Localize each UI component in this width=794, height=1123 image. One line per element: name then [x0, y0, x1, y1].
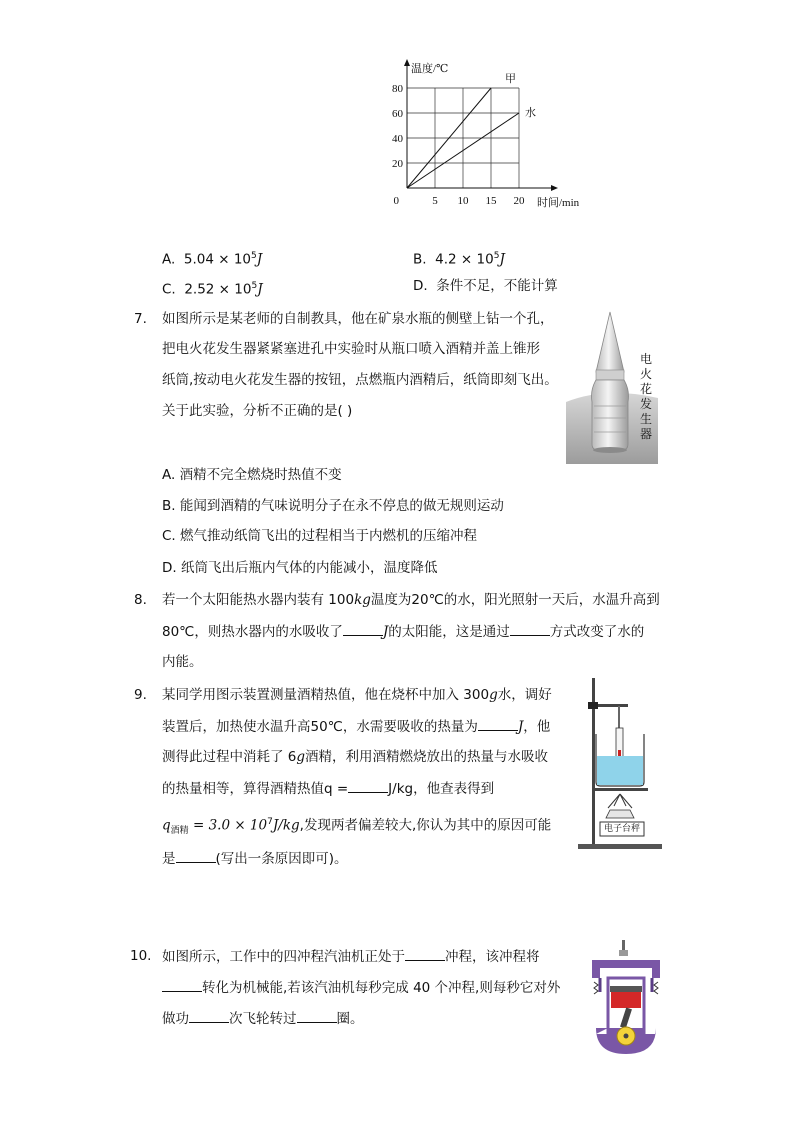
temperature-time-chart	[385, 56, 600, 212]
y-axis-label: 温度/℃	[411, 63, 449, 75]
chart-axes	[404, 59, 558, 191]
q10-blank-3[interactable]	[189, 1008, 229, 1023]
q9-number: 9.	[134, 687, 147, 703]
q10-number: 10.	[130, 948, 152, 964]
q6-option-c[interactable]: C. $2.52 \times 10^5J$	[162, 281, 263, 298]
q9-line-4: 的热量相等，算得酒精热值q = J/kg，他查表得到	[162, 778, 494, 799]
q7-option-b[interactable]: B. 能闻到酒精的气味说明分子在永不停息的做无规则运动	[162, 498, 504, 514]
q9-figure-apparatus	[574, 676, 664, 852]
q7-stem-line-4: 关于此实验，分析不正确的是( )	[162, 403, 353, 419]
q7-stem-line-2: 把电火花发生器紧紧塞进孔中实验时从瓶口喷入酒精并盖上锥形	[162, 341, 540, 357]
chart-grid	[407, 88, 519, 188]
q9-line-6: 是 (写出一条原因即可)。	[162, 848, 348, 869]
q8-line-2: 80℃，则热水器内的水吸收了 J的太阳能，这是通过 方式改变了水的	[162, 621, 644, 642]
origin-label: 0	[393, 195, 399, 207]
four-stroke-engine-illustration	[586, 938, 666, 1056]
q7-figure-bottle	[566, 306, 658, 464]
x-axis-label: 时间/min	[537, 197, 580, 209]
y-tick-label-40: 40	[392, 133, 403, 145]
q9-blank-2[interactable]	[348, 778, 388, 793]
series-label-0: 甲	[505, 73, 516, 85]
q9-line-2: 装置后，加热使水温升高50℃，水需要吸收的热量为 J，他	[162, 716, 550, 737]
q6-option-d[interactable]: D. 条件不足，不能计算	[413, 278, 558, 294]
q7-number: 7.	[134, 311, 147, 327]
spark-generator-label: 电火花发生器	[640, 352, 653, 441]
q10-line-2: 转化为机械能,若该汽油机每秒完成 40 个冲程,则每秒它对外	[162, 977, 560, 998]
q7-option-a[interactable]: A. 酒精不完全燃烧时热值不变	[162, 467, 342, 483]
series-label-1: 水	[525, 107, 536, 119]
q8-line-3: 内能。	[162, 654, 203, 670]
q10-figure-engine	[586, 938, 666, 1056]
y-tick-label-60: 60	[392, 108, 403, 120]
q9-blank-1[interactable]	[478, 716, 518, 731]
q6-option-a[interactable]: A. $5.04 \times 10^5J$	[162, 251, 263, 268]
q7-option-c[interactable]: C. 燃气推动纸筒飞出的过程相当于内燃机的压缩冲程	[162, 528, 478, 544]
q10-line-1: 如图所示，工作中的四冲程汽油机正处于 冲程，该冲程将	[162, 946, 540, 967]
y-axis-arrow	[404, 59, 410, 66]
x-tick-label-15: 15	[485, 195, 497, 207]
q6-option-b[interactable]: B. $4.2 \times 10^5J$	[413, 251, 505, 268]
x-tick-label-5: 5	[432, 195, 438, 207]
q9-blank-3[interactable]	[176, 848, 216, 863]
q7-option-d[interactable]: D. 纸筒飞出后瓶内气体的内能减小，温度降低	[162, 560, 438, 576]
x-axis-arrow	[551, 185, 558, 191]
x-tick-label-10: 10	[457, 195, 469, 207]
q9-line-5: $q_{酒精} = 3.0 \times 10^7J/kg$,发现两者偏差较大,你认为其中的原因可能	[162, 817, 552, 837]
y-tick-label-80: 80	[392, 83, 403, 95]
q9-line-3: 测得此过程中消耗了 6g酒精，利用酒精燃烧放出的热量与水吸收	[162, 749, 549, 765]
q7-stem-line-3: 纸筒,按动电火花发生器的按钮，点燃瓶内酒精后，纸筒即刻飞出。	[162, 372, 558, 388]
q9-line-1: 某同学用图示装置测量酒精热值，他在烧杯中加入 300g水，调好	[162, 687, 552, 703]
q10-blank-1[interactable]	[405, 946, 445, 961]
q8-line-1: 若一个太阳能热水器内装有 100kg温度为20℃的水，阳光照射一天后，水温升高到	[162, 592, 660, 608]
q8-blank-2[interactable]	[510, 621, 550, 636]
q10-line-3: 做功 次飞轮转过 圈。	[162, 1008, 364, 1029]
q10-blank-2[interactable]	[162, 977, 202, 992]
y-tick-label-20: 20	[392, 158, 403, 170]
q8-number: 8.	[134, 592, 147, 608]
q10-blank-4[interactable]	[297, 1008, 337, 1023]
x-tick-label-20: 20	[513, 195, 525, 207]
electronic-scale-label: 电子台秤	[603, 824, 640, 834]
q8-blank-1[interactable]	[343, 621, 383, 636]
q7-stem-line-1: 如图所示是某老师的自制教具，他在矿泉水瓶的侧壁上钻一个孔，	[162, 311, 554, 327]
